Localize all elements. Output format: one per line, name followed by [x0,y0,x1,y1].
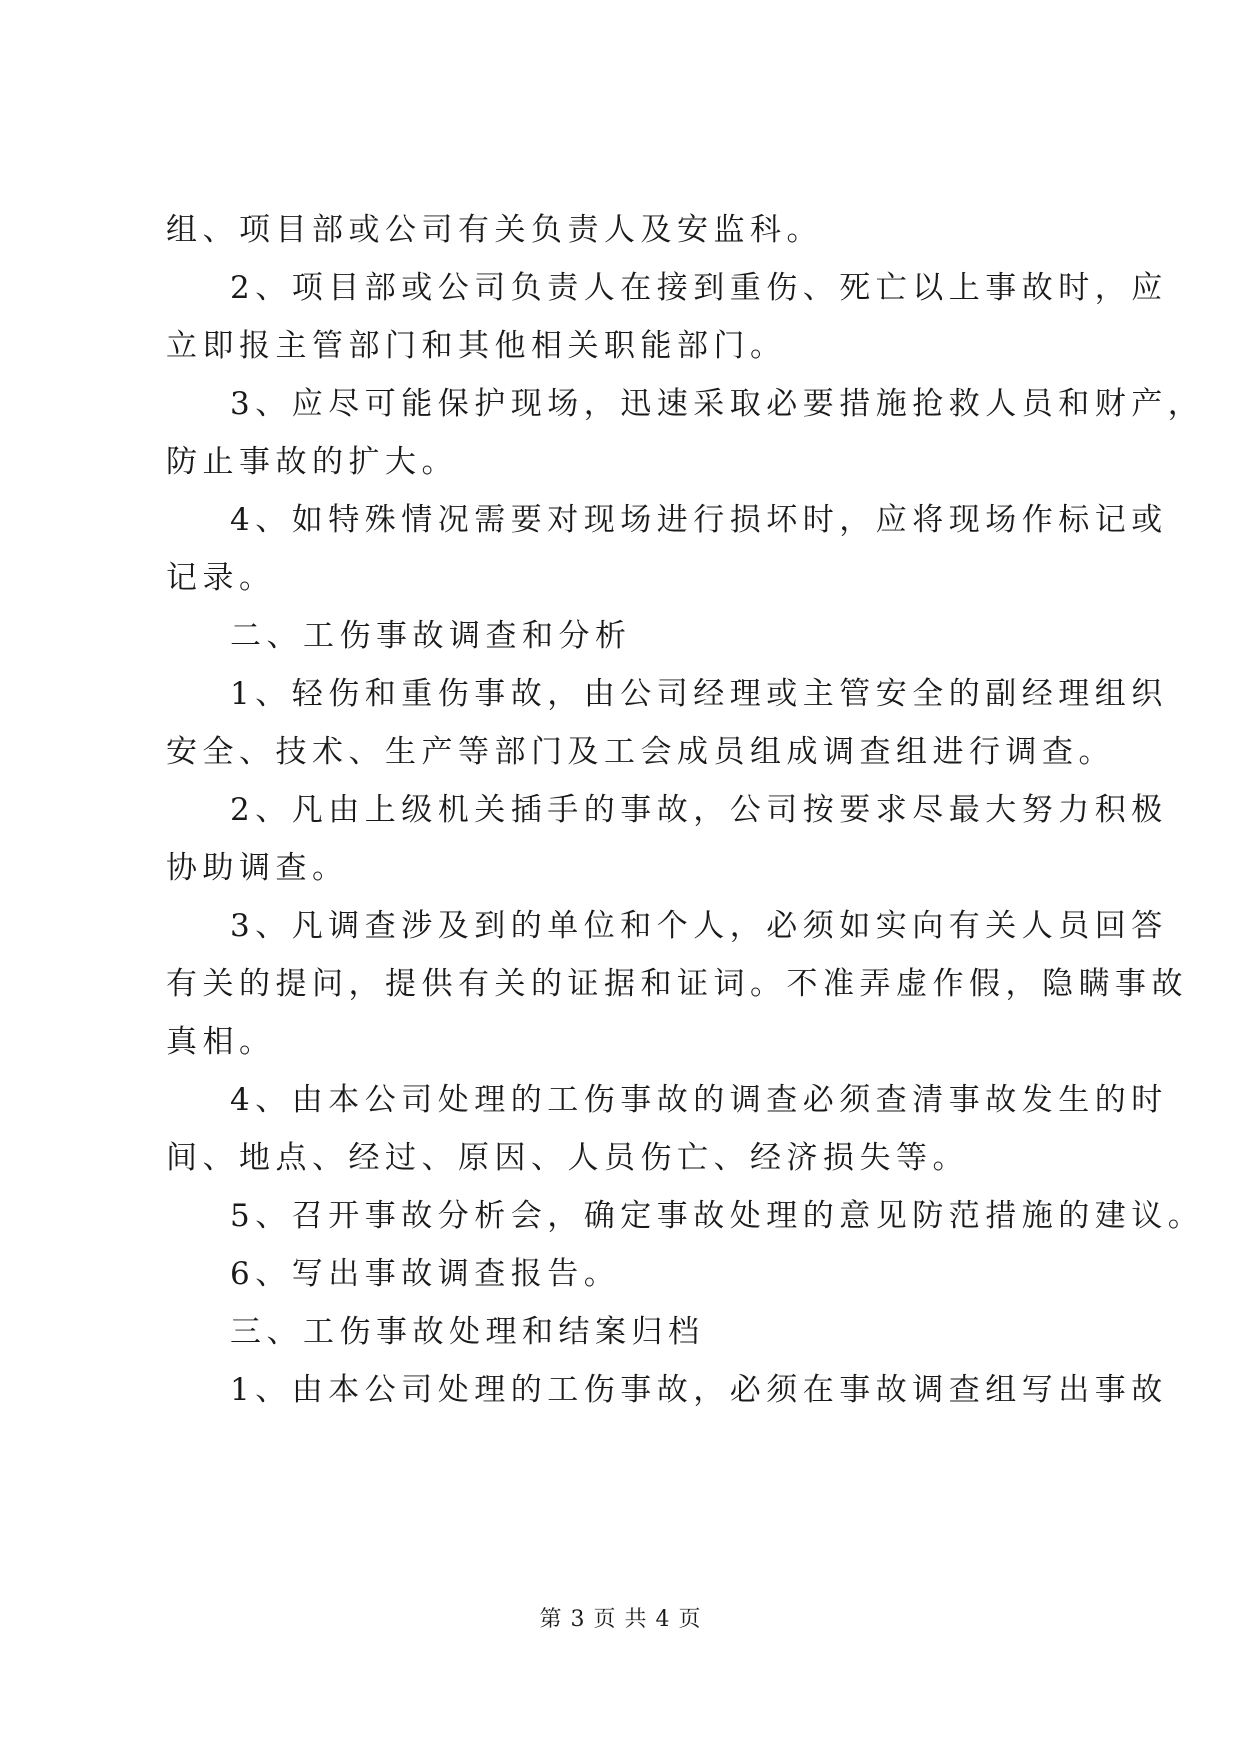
text-line: 6、写出事故调查报告。 [230,1256,621,1292]
text-line: 2、项目部或公司负责人在接到重伤、死亡以上事故时，应 [230,270,1168,306]
text-line: 协助调查。 [166,850,349,886]
text-line: 间、地点、经过、原因、人员伤亡、经济损失等。 [166,1140,969,1176]
text-line: 4、如特殊情况需要对现场进行损坏时，应将现场作标记或 [230,502,1168,538]
text-line: 5、召开事故分析会，确定事故处理的意见防范措施的建议。 [230,1198,1205,1234]
text-line: 防止事故的扩大。 [166,444,458,480]
text-line: 真相。 [166,1024,276,1060]
text-line: 组、项目部或公司有关负责人及安监科。 [166,212,823,248]
text-line: 2、凡由上级机关插手的事故，公司按要求尽最大努力积极 [230,792,1168,828]
section-heading: 三、工伤事故处理和结案归档 [230,1314,705,1350]
section-heading: 二、工伤事故调查和分析 [230,618,632,654]
page-number-footer: 第 3 页 共 4 页 [539,1607,702,1632]
text-line: 安全、技术、生产等部门及工会成员组成调查组进行调查。 [166,734,1115,770]
text-line: 有关的提问，提供有关的证据和证词。不准弄虚作假，隐瞒事故 [166,966,1188,1002]
text-line: 1、由本公司处理的工伤事故，必须在事故调查组写出事故 [230,1372,1168,1408]
text-line: 4、由本公司处理的工伤事故的调查必须查清事故发生的时 [230,1082,1168,1118]
text-line: 立即报主管部门和其他相关职能部门。 [166,328,787,364]
text-line: 3、凡调查涉及到的单位和个人，必须如实向有关人员回答 [230,908,1168,944]
text-line: 3、应尽可能保护现场，迅速采取必要措施抢救人员和财产， [230,386,1205,422]
text-line: 记录。 [166,560,276,596]
text-line: 1、轻伤和重伤事故，由公司经理或主管安全的副经理组织 [230,676,1168,712]
